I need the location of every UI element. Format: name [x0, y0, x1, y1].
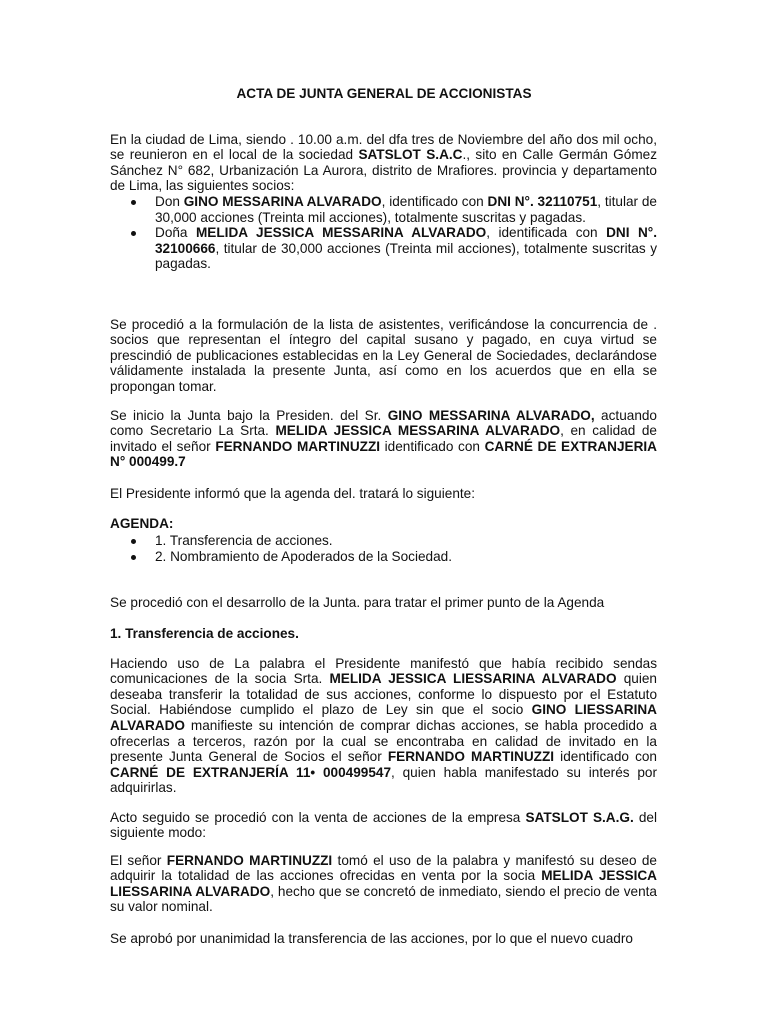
bullet-icon: [131, 231, 136, 236]
sale-paragraph: [110, 810, 657, 841]
paragraph-text: del siguiente modo:: [110, 809, 657, 841]
socio-shares: , titular de 30,000 acciones (Treinta mil acciones), totalmente suscritas y pagadas.: [155, 194, 657, 225]
bullet-icon: [131, 200, 136, 205]
paragraph-text: identificado con: [554, 749, 657, 765]
bullet-icon: [131, 539, 136, 544]
secretary-name: MELIDA JESSICA MESSARINA ALVARADO: [275, 423, 561, 439]
company-name: SATSLOT S.A.G.: [525, 809, 634, 825]
partner-name: GINO LIESSARINA ALVARADO: [110, 702, 657, 733]
socio-shares: , titular de 30,000 acciones (Treinta mil acciones), totalmente suscritas y pagadas.: [155, 240, 657, 272]
opening-paragraph: [110, 132, 657, 194]
opening-text-2: ., sito en Calle Germán Gómez Sánchez N° 682, Urbanización La Aurora, distrito de Mrafiores. provincia y departamento de Lima, las siguientes socios:: [110, 147, 658, 194]
agenda-item: [110, 533, 657, 549]
socios-list: [110, 194, 657, 272]
guest-id: CARNÉ DE EXTRANJERIA N° 000499.7: [110, 438, 657, 470]
agenda-item: [110, 549, 657, 565]
paragraph-text: tomó el uso de la palabra y manifestó su deseo de adquirir la totalidad de las acciones ofrecidas en venta por la socia: [110, 852, 657, 884]
paragraph-text: El señor: [110, 852, 167, 868]
paragraph-text: quien deseaba transferir la totalidad de sus acciones, conforme lo dispuesto por el Estatuto Social. Habiéndose cumplido el plazo de Ley sin que el socio: [110, 671, 657, 718]
section-heading: 1. Transferencia de acciones.: [110, 625, 299, 641]
agenda-intro: El Presidente informó que la agenda del. tratará lo siguiente:: [110, 485, 475, 501]
junta-start-paragraph: [110, 408, 657, 470]
seller-name: MELIDA JESSICA LIESSARINA ALVARADO: [110, 868, 657, 899]
agenda-list: [110, 533, 657, 564]
socio-text: , identificada con: [486, 225, 607, 241]
socio-text: , identificado con: [381, 194, 488, 209]
socio-item: [110, 225, 657, 272]
paragraph-text: , hecho que se concretó de inmediato, siendo el precio de venta su valor nominal.: [110, 883, 657, 915]
seller-name: MELIDA JESSICA LIESSARINA ALVARADO: [329, 671, 617, 687]
paragraph-text: , en calidad de invitado el señor: [110, 423, 657, 454]
paragraph-text: actuando como Secretario La Srta.: [110, 407, 657, 439]
document-title: ACTA DE JUNTA GENERAL DE ACCIONISTAS: [236, 86, 532, 101]
socio-name: MELIDA JESSICA MESSARINA ALVARADO: [195, 225, 487, 241]
agenda-item-label: 2. Nombramiento de Apoderados de la Sociedad.: [155, 548, 452, 564]
socio-prefix: Doña: [155, 225, 196, 241]
attendance-paragraph: Se procedió a la formulación de la lista de asistentes, verificándose la concurrencia de . socios que representan el íntegro del capital susano y pagado, en cuya virtud se prescindió de publicaciones establecidas en la Ley General de Sociedades, declarándose válidamente instalada la presente Junta, así como en los acuerdos que en ella se propongan tomar.: [110, 316, 657, 394]
paragraph-text: manifieste su intención de comprar dichas acciones, se habla procedido a ofrecerlas a terceros, razón por la cual se encontraba en calidad de invitado en la presente Junta General de Socios el señor: [110, 717, 657, 765]
paragraph-text: Se inicio la Junta bajo la Presiden. del Sr.: [110, 407, 388, 423]
purchase-paragraph: [110, 853, 657, 915]
company-name: SATSLOT S.A.C: [358, 147, 463, 163]
transfer-paragraph: [110, 656, 657, 796]
development-paragraph: Se procedió con el desarrollo de la Junta. para tratar el primer punto de la Agenda: [110, 594, 605, 610]
approval-paragraph: Se aprobó por unanimidad la transferencia de las acciones, por lo que el nuevo cuadro: [110, 930, 633, 946]
socio-prefix: Don: [155, 194, 184, 209]
socio-item: [110, 194, 657, 225]
paragraph-text: Haciendo uso de La palabra el Presidente manifestó que había recibido sendas comunicaciones de la socia Srta.: [110, 655, 657, 687]
socio-dni: DNI N°. 32100666: [155, 225, 658, 256]
socio-dni: DNI N°. 32110751: [487, 194, 598, 209]
buyer-id: CARNÉ DE EXTRANJERÍA 11• 000499547: [110, 764, 392, 780]
paragraph-text: identificado con: [380, 438, 485, 454]
agenda-heading: AGENDA:: [110, 515, 174, 531]
opening-text-1: En la ciudad de Lima, siendo . 10.00 a.m. del dfa tres de Noviembre del año dos mil ocho, se reunieron en el local de la sociedad: [110, 131, 657, 163]
paragraph-text: , quien habla manifestado su interés por adquirirlas.: [110, 764, 658, 796]
paragraph-text: Acto seguido se procedió con la venta de acciones de la empresa: [110, 809, 526, 825]
buyer-name: FERNANDO MARTINUZZI: [166, 852, 333, 868]
bullet-icon: [131, 555, 136, 560]
agenda-item-label: 1. Transferencia de acciones.: [155, 533, 333, 548]
socio-name: GINO MESSARINA ALVARADO: [183, 194, 382, 209]
buyer-name: FERNANDO MARTINUZZI: [387, 749, 555, 765]
president-name: GINO MESSARINA ALVARADO,: [387, 407, 595, 423]
guest-name: FERNANDO MARTINUZZI: [215, 438, 381, 454]
